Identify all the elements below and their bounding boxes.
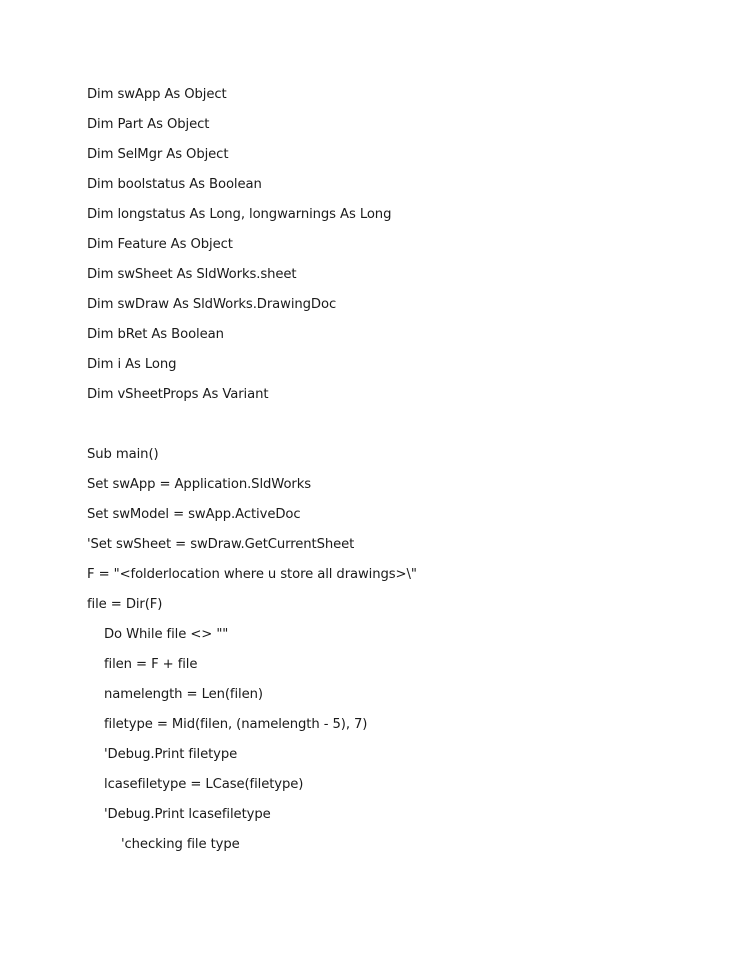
- code-line: Dim Part As Object: [87, 117, 210, 132]
- code-line: 'checking file type: [121, 837, 240, 852]
- code-line: Dim Feature As Object: [87, 237, 233, 252]
- code-line: Dim vSheetProps As Variant: [87, 387, 269, 402]
- code-line: Dim swDraw As SldWorks.DrawingDoc: [87, 297, 337, 312]
- code-line: Sub main(): [87, 447, 159, 462]
- blank-line: [87, 416, 687, 446]
- code-line: file = Dir(F): [87, 597, 163, 612]
- code-line: 'Set swSheet = swDraw.GetCurrentSheet: [87, 537, 355, 552]
- code-line: Set swApp = Application.SldWorks: [87, 477, 312, 492]
- code-line: Dim longstatus As Long, longwarnings As Long: [87, 207, 392, 222]
- code-line: F = "<folderlocation where u store all drawings>\": [87, 567, 417, 582]
- code-line: Do While file <> "": [104, 627, 229, 642]
- code-line: Dim SelMgr As Object: [87, 147, 229, 162]
- code-line: 'Debug.Print filetype: [104, 747, 238, 762]
- code-line: filen = F + file: [104, 657, 198, 672]
- code-line: Dim i As Long: [87, 357, 177, 372]
- code-line: namelength = Len(filen): [104, 687, 263, 702]
- code-line: filetype = Mid(filen, (namelength - 5), 7): [104, 717, 368, 732]
- code-line: Dim bRet As Boolean: [87, 327, 224, 342]
- code-line: 'Debug.Print lcasefiletype: [104, 807, 271, 822]
- code-line: Set swModel = swApp.ActiveDoc: [87, 507, 301, 522]
- code-line: Dim swApp As Object: [87, 87, 227, 102]
- code-line: Dim swSheet As SldWorks.sheet: [87, 267, 297, 282]
- code-line: lcasefiletype = LCase(filetype): [104, 777, 304, 792]
- code-line: Dim boolstatus As Boolean: [87, 177, 262, 192]
- code-listing: [87, 86, 687, 866]
